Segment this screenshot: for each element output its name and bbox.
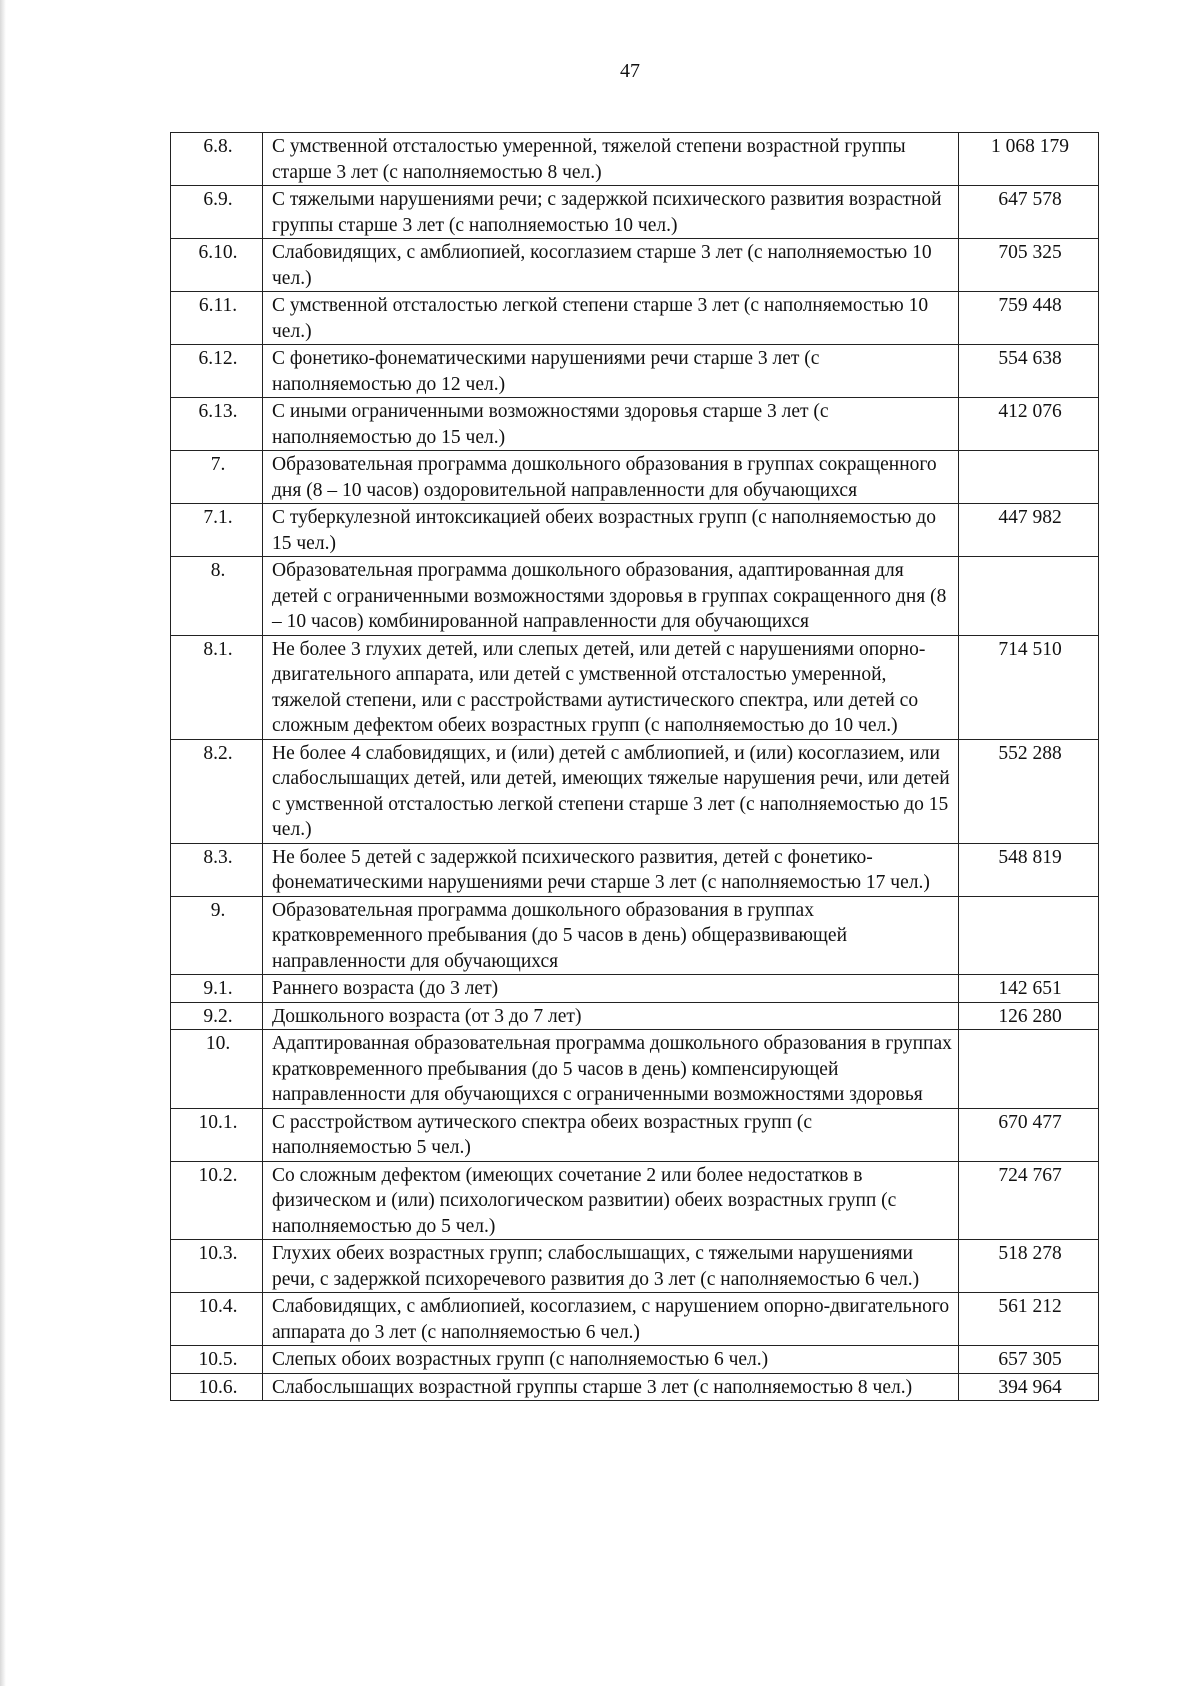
table-row (171, 398, 1099, 451)
row-description: Слабовидящих, с амблиопией, косоглазием старше 3 лет (с наполняемостью 10 чел.) (263, 239, 959, 292)
row-value: 647 578 (959, 186, 1099, 239)
row-value: 670 477 (959, 1108, 1099, 1161)
row-description: Образовательная программа дошкольного образования в группах кратковременного пребывания (до 5 часов в день) общеразвивающей направленности для обучающихся (263, 896, 959, 975)
table-row (171, 1002, 1099, 1030)
row-description: Слабослышащих возрастной группы старше 3 лет (с наполняемостью 8 чел.) (263, 1373, 959, 1401)
row-description: Слабовидящих, с амблиопией, косоглазием, с нарушением опорно-двигательного аппарата до 3 лет (с наполняемостью 6 чел.) (263, 1293, 959, 1346)
row-description: Не более 5 детей с задержкой психического развития, детей с фонетико-фонематическими нарушениями речи старше 3 лет (с наполняемостью 17 чел.) (263, 843, 959, 896)
table-row (171, 896, 1099, 975)
table-row (171, 292, 1099, 345)
table-row (171, 345, 1099, 398)
table-row (171, 1240, 1099, 1293)
row-value (959, 557, 1099, 636)
table-row (171, 1161, 1099, 1240)
row-value: 126 280 (959, 1002, 1099, 1030)
row-value: 1 068 179 (959, 133, 1099, 186)
table-row (171, 843, 1099, 896)
row-number: 9.2. (171, 1002, 263, 1030)
page-number: 47 (620, 60, 640, 82)
row-value: 412 076 (959, 398, 1099, 451)
table-row (171, 1030, 1099, 1109)
row-description: С умственной отсталостью умеренной, тяжелой степени возрастной группы старше 3 лет (с наполняемостью 8 чел.) (263, 133, 959, 186)
row-description: С фонетико-фонематическими нарушениями речи старше 3 лет (с наполняемостью до 12 чел.) (263, 345, 959, 398)
row-number: 10.4. (171, 1293, 263, 1346)
row-description: Не более 3 глухих детей, или слепых детей, или детей с нарушениями опорно-двигательного аппарата, или детей с умственной отсталостью умеренной, тяжелой степени, или с расстройствами аутистического спектра, или детей со сложным дефектом обеих возрастных групп (с наполняемостью до 10 чел.) (263, 635, 959, 739)
row-value: 552 288 (959, 739, 1099, 843)
row-number: 10.2. (171, 1161, 263, 1240)
row-number: 7.1. (171, 504, 263, 557)
row-number: 6.13. (171, 398, 263, 451)
row-description: С умственной отсталостью легкой степени старше 3 лет (с наполняемостью 10 чел.) (263, 292, 959, 345)
table-row (171, 739, 1099, 843)
row-value: 518 278 (959, 1240, 1099, 1293)
row-description: Адаптированная образовательная программа дошкольного образования в группах кратковременного пребывания (до 5 часов в день) компенсирующей направленности для обучающихся с ограниченными возможностями здоровья (263, 1030, 959, 1109)
row-number: 10.1. (171, 1108, 263, 1161)
row-value: 142 651 (959, 975, 1099, 1003)
row-number: 10.3. (171, 1240, 263, 1293)
row-value: 714 510 (959, 635, 1099, 739)
row-number: 6.12. (171, 345, 263, 398)
row-number: 8.2. (171, 739, 263, 843)
row-number: 6.10. (171, 239, 263, 292)
row-description: Раннего возраста (до 3 лет) (263, 975, 959, 1003)
table-row (171, 1346, 1099, 1374)
row-value: 657 305 (959, 1346, 1099, 1374)
row-description: С иными ограниченными возможностями здоровья старше 3 лет (с наполняемостью до 15 чел.) (263, 398, 959, 451)
row-number: 10.5. (171, 1346, 263, 1374)
row-description: Дошкольного возраста (от 3 до 7 лет) (263, 1002, 959, 1030)
row-value: 548 819 (959, 843, 1099, 896)
row-number: 6.8. (171, 133, 263, 186)
table-row (171, 451, 1099, 504)
row-number: 6.9. (171, 186, 263, 239)
row-value: 447 982 (959, 504, 1099, 557)
row-description: Слепых обоих возрастных групп (с наполняемостью 6 чел.) (263, 1346, 959, 1374)
row-number: 9.1. (171, 975, 263, 1003)
row-value: 561 212 (959, 1293, 1099, 1346)
row-value: 394 964 (959, 1373, 1099, 1401)
row-number: 8.1. (171, 635, 263, 739)
table-row (171, 239, 1099, 292)
row-number: 10.6. (171, 1373, 263, 1401)
row-description: С расстройством аутического спектра обеих возрастных групп (с наполняемостью 5 чел.) (263, 1108, 959, 1161)
row-description: С туберкулезной интоксикацией обеих возрастных групп (с наполняемостью до 15 чел.) (263, 504, 959, 557)
table-row (171, 504, 1099, 557)
row-description: Не более 4 слабовидящих, и (или) детей с амблиопией, и (или) косоглазием, или слабослышащих детей, или детей, имеющих тяжелые нарушения речи, или детей с умственной отсталостью легкой степени старше 3 лет (с наполняемостью до 15 чел.) (263, 739, 959, 843)
table-row (171, 1293, 1099, 1346)
table-row (171, 975, 1099, 1003)
row-value: 724 767 (959, 1161, 1099, 1240)
row-number: 10. (171, 1030, 263, 1109)
table-row (171, 557, 1099, 636)
row-number: 9. (171, 896, 263, 975)
row-description: Образовательная программа дошкольного образования в группах сокращенного дня (8 – 10 часов) оздоровительной направленности для обучающихся (263, 451, 959, 504)
row-value (959, 1030, 1099, 1109)
row-description: Глухих обеих возрастных групп; слабослышащих, с тяжелыми нарушениями речи, с задержкой психоречевого развития до 3 лет (с наполняемостью 6 чел.) (263, 1240, 959, 1293)
row-value: 759 448 (959, 292, 1099, 345)
table-row (171, 635, 1099, 739)
table-row (171, 186, 1099, 239)
row-number: 8. (171, 557, 263, 636)
row-number: 6.11. (171, 292, 263, 345)
row-value (959, 451, 1099, 504)
row-description: С тяжелыми нарушениями речи; с задержкой психического развития возрастной группы старше 3 лет (с наполняемостью 10 чел.) (263, 186, 959, 239)
scan-edge (0, 0, 6, 1686)
table-row (171, 1108, 1099, 1161)
table-row (171, 1373, 1099, 1401)
row-description: Образовательная программа дошкольного образования, адаптированная для детей с ограниченными возможностями здоровья в группах сокращенного дня (8 – 10 часов) комбинированной направленности для обучающихся (263, 557, 959, 636)
table-row (171, 133, 1099, 186)
row-value: 705 325 (959, 239, 1099, 292)
row-number: 8.3. (171, 843, 263, 896)
row-value (959, 896, 1099, 975)
table-body (171, 133, 1099, 1401)
tariff-table (170, 132, 1099, 1401)
row-description: Со сложным дефектом (имеющих сочетание 2 или более недостатков в физическом и (или) психологическом развитии) обеих возрастных групп (с наполняемостью до 5 чел.) (263, 1161, 959, 1240)
row-number: 7. (171, 451, 263, 504)
row-value: 554 638 (959, 345, 1099, 398)
